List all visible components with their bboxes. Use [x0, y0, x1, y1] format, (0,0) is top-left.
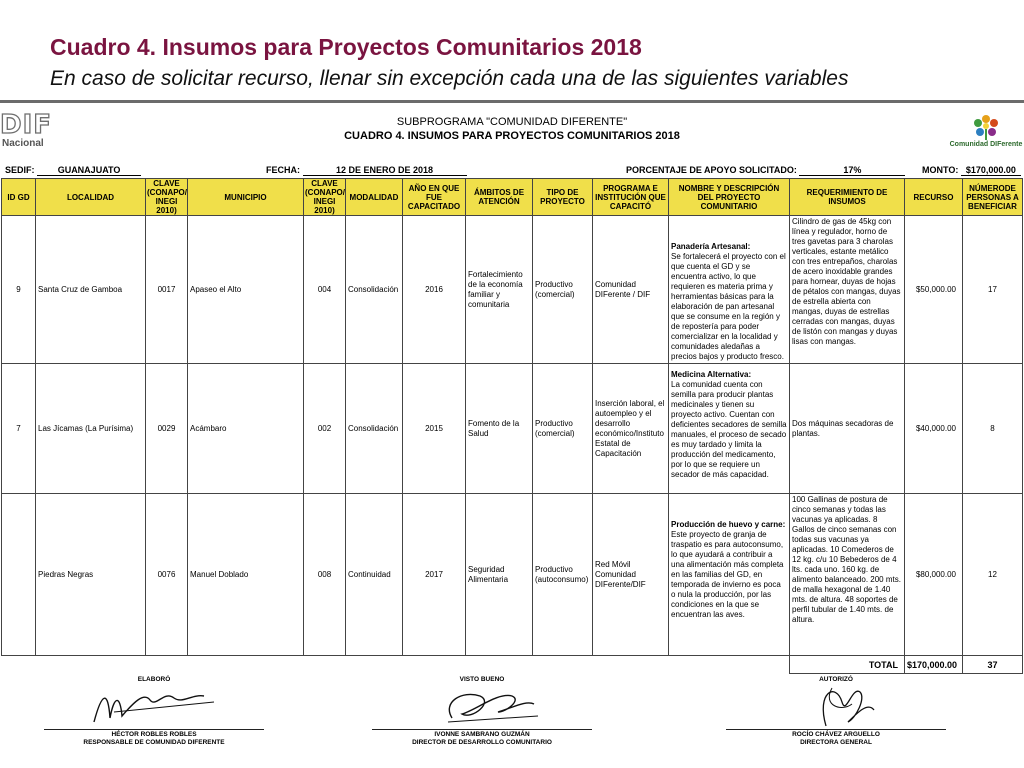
signature-elaboro [44, 676, 264, 746]
col-header: NÚMERODE PERSONAS A BENEFICIAR [963, 179, 1023, 216]
cell-localidad: Santa Cruz de Gamboa [36, 216, 146, 364]
cell-tipo: Productivo (comercial) [533, 216, 593, 364]
cell-clave-localidad: 0017 [146, 216, 188, 364]
col-header: ID GD [2, 179, 36, 216]
dif-logo-text: DIF [0, 110, 53, 140]
cell-personas: 12 [963, 494, 1023, 656]
cell-programa: Inserción laboral, el autoempleo y el desarrollo económico/Instituto Estatal de Capacitación [593, 364, 669, 494]
cell-programa: Comunidad DIFerente / DIF [593, 216, 669, 364]
cell-localidad: Piedras Negras [36, 494, 146, 656]
cell-clave-municipio: 008 [304, 494, 346, 656]
cell-modalidad: Consolidación [346, 364, 403, 494]
proyecto-descripcion: La comunidad cuenta con semilla para producir plantas medicinales y tienen su proyecto activo. Cuentan con deficientes secadores de semilla manuales, el proceso de secado es muy tardado y limita la producción del medicamento, por lo que se requiere un secador de más capacidad. [671, 380, 787, 479]
comunidad-diferente-label: Comunidad DIFerente [949, 141, 1023, 148]
cell-modalidad: Continuidad [346, 494, 403, 656]
col-header: ÁMBITOS DE ATENCIÓN [466, 179, 533, 216]
cell-recurso: $40,000.00 [905, 364, 963, 494]
table-header-row [2, 179, 1023, 216]
cell-programa: Red Móvil Comunidad DIFerente/DIF [593, 494, 669, 656]
cell-recurso: $80,000.00 [905, 494, 963, 656]
signature-visto-bueno [372, 676, 592, 746]
cell-tipo: Productivo (autoconsumo) [533, 494, 593, 656]
cell-localidad: Las Jícamas (La Purísima) [36, 364, 146, 494]
fecha-field [266, 165, 467, 176]
cell-insumos: Cilindro de gas de 45kg con línea y regulador, horno de tres gavetas para 3 charolas verticales, estante metálico con tres entrepaños, charolas de acero inoxidable grandes para hornear, duyas de hojas de pétalos con mangas, duyas de estrella abierta con mangas, duyas de estrellas cerradas con mangas, duyas de listón con mangas y duyas lisas con mangas. [790, 216, 905, 364]
cell-municipio: Apaseo el Alto [188, 216, 304, 364]
signature-name: HÉCTOR ROBLES ROBLES [111, 731, 197, 738]
cell-insumos: Dos máquinas secadoras de plantas. [790, 364, 905, 494]
col-header: REQUERIMIENTO DE INSUMOS [790, 179, 905, 216]
sedif-label: SEDIF: [5, 165, 35, 175]
slide-title: Cuadro 4. Insumos para Proyectos Comunitarios 2018 [50, 34, 642, 60]
table-title: CUADRO 4. INSUMOS PARA PROYECTOS COMUNITARIOS 2018 [344, 130, 680, 142]
cell-municipio: Manuel Doblado [188, 494, 304, 656]
col-header: LOCALIDAD [36, 179, 146, 216]
proyecto-descripcion: Este proyecto de granja de traspatio es para autoconsumo, lo que ayudará a contribuir a una alimentación más completa en las familias del GD, en temporada de invierno es poca o nula la producción, por las condiciones en la que se encuentran las aves. [671, 530, 784, 619]
fecha-label: FECHA: [266, 165, 300, 175]
proyecto-descripcion: Se fortalecerá el proyecto con el que cuenta el GD y se encuentra activo, lo que requieren es materia prima y herramientas básicas para la elaboración de pan artesanal que se consume en la región y de repostería para poder comercializar en la localidad y comunidades aledañas a precios bajos y producto fresco. [671, 252, 786, 361]
cell-tipo: Productivo (comercial) [533, 364, 593, 494]
cell-anio: 2015 [403, 364, 466, 494]
subprogram-title: SUBPROGRAMA "COMUNIDAD DIFERENTE" [396, 116, 628, 128]
cell-proyecto [669, 216, 790, 364]
cell-recurso: $50,000.00 [905, 216, 963, 364]
cell-id [2, 494, 36, 656]
signature-position: DIRECTOR DE DESARROLLO COMUNITARIO [412, 739, 552, 746]
signature-position: RESPONSABLE DE COMUNIDAD DIFERENTE [83, 739, 225, 746]
proyecto-nombre: Panadería Artesanal: [671, 242, 751, 251]
proyecto-nombre: Producción de huevo y carne: [671, 520, 786, 529]
signature-line [726, 729, 946, 730]
insumos-table [1, 178, 1023, 674]
slide-subtitle: En caso de solicitar recurso, llenar sin excepción cada una de las siguientes variables [50, 67, 849, 90]
total-label: TOTAL [790, 656, 905, 674]
cell-id: 9 [2, 216, 36, 364]
cell-clave-localidad: 0076 [146, 494, 188, 656]
table-row [2, 494, 1023, 656]
signature-role: AUTORIZÓ [819, 676, 853, 683]
flower-icon [969, 114, 1003, 140]
signature-line [44, 729, 264, 730]
col-header: CLAVE (CONAPO/ INEGI 2010) [305, 179, 345, 215]
total-row [2, 656, 1023, 674]
porcentaje-field [626, 165, 905, 176]
comunidad-diferente-logo [948, 114, 1024, 154]
col-header: TIPO DE PROYECTO [533, 179, 593, 216]
cell-clave-municipio: 002 [304, 364, 346, 494]
monto-value: $170,000.00 [961, 165, 1021, 176]
porcentaje-label: PORCENTAJE DE APOYO SOLICITADO: [626, 165, 797, 175]
handwritten-signature-icon [402, 682, 552, 728]
cell-anio: 2016 [403, 216, 466, 364]
cell-id: 7 [2, 364, 36, 494]
dif-logo-subtext: Nacional [2, 138, 44, 149]
cell-clave-localidad: 0029 [146, 364, 188, 494]
cell-ambitos: Seguridad Alimentaria [466, 494, 533, 656]
cell-clave-municipio: 004 [304, 216, 346, 364]
fecha-value: 12 DE ENERO DE 2018 [303, 165, 467, 176]
monto-field [922, 165, 1021, 176]
total-recurso: $170,000.00 [905, 656, 963, 674]
cell-proyecto [669, 364, 790, 494]
col-header: AÑO EN QUE FUE CAPACITADO [403, 179, 466, 216]
signature-position: DIRECTORA GENERAL [800, 739, 872, 746]
dif-nacional-logo [0, 110, 53, 152]
signature-role: ELABORÓ [137, 676, 171, 683]
sedif-field [5, 165, 141, 176]
col-header: MODALIDAD [346, 179, 403, 216]
cell-proyecto [669, 494, 790, 656]
signature-line [372, 729, 592, 730]
proyecto-nombre: Medicina Alternativa: [671, 370, 752, 379]
signature-autorizo [726, 676, 946, 746]
porcentaje-value: 17% [799, 165, 905, 176]
col-header: RECURSO [905, 179, 963, 216]
handwritten-signature-icon [74, 682, 224, 728]
signature-name: IVONNE SAMBRANO GUZMÁN [434, 731, 530, 738]
handwritten-signature-icon [756, 682, 906, 728]
table-row [2, 364, 1023, 494]
cell-insumos: 100 Gallinas de postura de cinco semanas y todas las vacunas ya aplicadas. 8 Gallos de cinco semanas con todas sus vacunas ya aplicadas. 10 Comederos de 12 kg. c/u 10 Bebederos de 4 lts. cada uno. 160 kg. de alimento balanceado. 200 mts. de malla hexagonal de 1.40 mts. de altura. 48 soportes de perfil tubular de 1.40 mts. de altura. [790, 494, 905, 656]
col-header: CLAVE (CONAPO/ INEGI 2010) [147, 179, 187, 215]
cell-personas: 8 [963, 364, 1023, 494]
col-header: PROGRAMA E INSTITUCIÓN QUE CAPACITÓ [593, 179, 669, 216]
signature-role: VISTO BUENO [459, 676, 505, 683]
table-row [2, 216, 1023, 364]
cell-ambitos: Fortalecimiento de la economía familiar y comunitaria [466, 216, 533, 364]
col-header: MUNICIPIO [188, 179, 304, 216]
total-personas: 37 [963, 656, 1023, 674]
cell-personas: 17 [963, 216, 1023, 364]
col-header: NOMBRE Y DESCRIPCIÓN DEL PROYECTO COMUNITARIO [669, 179, 790, 216]
signature-name: ROCÍO CHÁVEZ ARGUELLO [792, 731, 880, 738]
cell-ambitos: Fomento de la Salud [466, 364, 533, 494]
cell-modalidad: Consolidación [346, 216, 403, 364]
cell-municipio: Acámbaro [188, 364, 304, 494]
cell-anio: 2017 [403, 494, 466, 656]
monto-label: MONTO: [922, 165, 959, 175]
sedif-value: GUANAJUATO [37, 165, 141, 176]
